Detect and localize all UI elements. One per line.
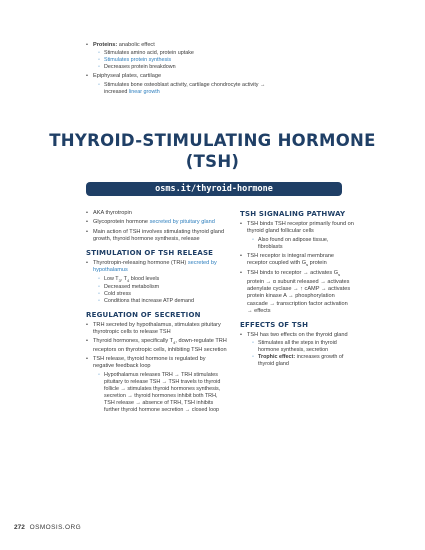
sub-text: Decreased metabolism [104, 283, 160, 290]
page-footer [14, 524, 81, 531]
bullet-text: Glycoprotein hormone [93, 219, 150, 226]
bullet-text: TSH binds TSH receptor primarily found on thyroid gland follicular cells [247, 221, 354, 235]
section-heading-effects: EFFECTS OF TSH [240, 321, 309, 330]
sub-text: , T [120, 275, 128, 282]
bullet-text: anabolic effect [117, 42, 155, 48]
bullet-text: AKA thyrotropin [93, 210, 132, 216]
sub-text: Decreases protein breakdown [104, 64, 176, 71]
sub-text: Conditions that increase ATP demand [104, 297, 194, 304]
regulation-list [86, 322, 228, 414]
list-item [98, 64, 286, 71]
sub-text: Stimulates all the steps in thyroid hormone synthesis, secretion [258, 340, 337, 354]
list-item [86, 210, 228, 217]
page-title [40, 130, 385, 172]
list-item [252, 340, 354, 354]
list-item [98, 298, 228, 305]
list-item [252, 237, 354, 251]
sub-text: Cold stress [104, 290, 131, 297]
sub-list [93, 50, 286, 71]
sub-list [93, 82, 286, 96]
intro-list [86, 210, 228, 243]
bullet-text: Main action of TSH involves stimulating thyroid gland growth, thyroid hormone synthesis, release [93, 228, 225, 242]
highlight-text: linear growth [128, 88, 160, 95]
url-banner [86, 182, 342, 196]
list-item [86, 322, 228, 337]
list-item [98, 291, 228, 298]
subscript: s [338, 272, 341, 278]
highlight-text: secreted by hypothalamus [93, 260, 217, 274]
bullet-text: TSH receptor is integral membrane receptor coupled with G [247, 252, 335, 266]
list-item [240, 221, 354, 251]
subscript: 3 [118, 277, 121, 283]
sub-list [247, 340, 354, 368]
bullet-text: TSH binds to receptor → activates G [247, 270, 339, 277]
list-item [98, 82, 286, 96]
section-heading-signaling: TSH SIGNALING PATHWAY [240, 210, 346, 218]
list-item [240, 253, 354, 269]
subscript: 4 [127, 277, 130, 283]
right-column [240, 210, 354, 370]
list-item [240, 332, 354, 368]
highlight-text: secreted by pituitary gland [149, 219, 215, 226]
section-heading-regulation: REGULATION OF SECRETION [86, 310, 201, 319]
list-item [86, 42, 286, 71]
sub-text: Low T [104, 275, 119, 282]
banner-url: osms.it/thyroid-hormone [155, 184, 273, 194]
sub-text: Also found on adipose tissue, fibroblasts [258, 236, 329, 250]
list-item [86, 73, 286, 95]
list-item [252, 354, 354, 368]
bullet-text: Thyrotropin-releasing hormone (TRH) [93, 260, 188, 267]
list-item [86, 229, 228, 244]
sub-text: increases growth of thyroid gland [258, 354, 344, 368]
stimulation-list [86, 260, 228, 305]
list-item [98, 50, 286, 57]
subscript: s [306, 262, 309, 267]
list-item [86, 356, 228, 414]
bold-prefix: Proteins: [93, 42, 118, 48]
sub-text: Stimulates bone osteoblast activity, cartilage chondrocyte activity → increased [104, 81, 266, 95]
left-column [86, 210, 228, 416]
list-item [86, 219, 228, 226]
sub-text: blood levels [129, 275, 160, 282]
bold-prefix: Trophic effect: [258, 354, 296, 361]
subscript: 4 [173, 340, 176, 346]
top-bullet-list [86, 42, 286, 96]
bullet-text: protein → α subunit released → activates adenylate cyclase → ↑ cAMP → activates protein kinase A → phosphorylation cascade → transcription factor activation → effects [247, 278, 351, 314]
sub-list [247, 237, 354, 251]
section-heading-stimulation: STIMULATION OF TSH RELEASE [86, 249, 214, 258]
signaling-list [240, 221, 354, 315]
bullet-text: TSH release, thyroid hormone is regulated by negative feedback loop [93, 356, 206, 370]
list-item [98, 57, 286, 64]
list-item [86, 260, 228, 305]
page-number: 272 [14, 524, 25, 531]
list-item [98, 372, 228, 414]
title-line-2: (TSH) [185, 152, 240, 171]
bullet-text: TSH has two effects on the thyroid gland [247, 332, 348, 339]
title-line-1: THYROID-STIMULATING HORMONE [49, 131, 376, 150]
list-item [98, 284, 228, 291]
bullet-text: Thyroid hormones, specifically T [93, 338, 174, 345]
sub-list [93, 372, 228, 414]
sub-list [93, 276, 228, 305]
list-item [98, 276, 228, 284]
bullet-text: protein [308, 259, 327, 266]
list-item [86, 338, 228, 354]
sub-text: Stimulates amino acid, protein uptake [104, 50, 194, 57]
top-continuation [86, 42, 286, 98]
sub-text: Hypothalamus releases TRH → TRH stimulates pituitary to release TSH → TSH travels to thyroid follicle → stimulates thyroid hormones synthesis, secretion → thyroid hormones inhibit both TRH, TSH release → absence of TRH, TSH inhibits further thyroid hormone secretion → closed loop [104, 371, 221, 413]
footer-site: OSMOSIS.ORG [29, 524, 82, 531]
bullet-text: Epiphyseal plates, cartilage [93, 73, 162, 80]
bullet-text: TRH secreted by hypothalamus, stimulates pituitary thyrotropic cells to release TSH [93, 321, 221, 336]
highlight-text: Stimulates protein synthesis [104, 57, 172, 64]
bullet-text: , down-regulate TRH receptors on thyrotropic cells, inhibiting TSH secretion [93, 338, 227, 353]
effects-list [240, 332, 354, 368]
list-item [240, 270, 354, 315]
